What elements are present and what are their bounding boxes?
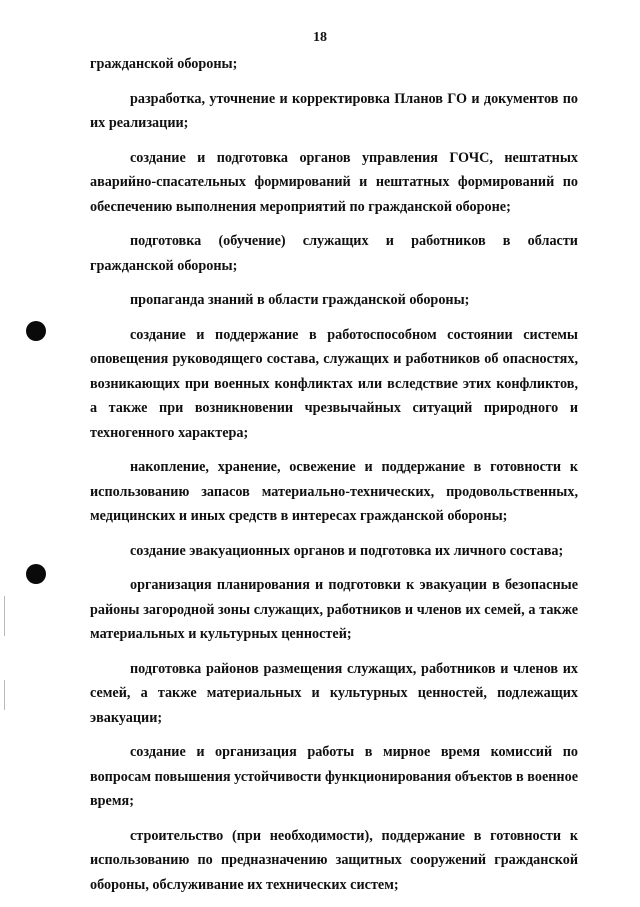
paragraph: подготовка (обучение) служащих и работников в области гражданской обороны; <box>90 233 578 274</box>
scan-edge-mark <box>4 680 5 710</box>
punch-hole-top <box>26 321 46 341</box>
scan-edge-mark <box>4 596 5 636</box>
paragraph: разработка, уточнение и корректировка Планов ГО и документов по их реализации; <box>90 90 578 131</box>
paragraph: подготовка районов размещения служащих, работников и членов их семей, а также материальных и культурных ценностей, подлежащих эвакуации; <box>90 660 578 726</box>
paragraph: создание и организация работы в мирное время комиссий по вопросам повышения устойчивости функционирования объектов в военное время; <box>90 744 578 809</box>
punch-hole-bottom <box>26 564 46 584</box>
paragraph: создание и поддержание в работоспособном состоянии системы оповещения руководящего состава, служащих и работников об опасностях, возникающих при военных конфликтах или вследствие этих конфликтов, а также при возникновении чрезвычайных ситуаций природного и техногенного характера; <box>90 326 578 441</box>
paragraph: накопление, хранение, освежение и поддержание в готовности к использованию запасов материально-технических, продовольственных, медицинских и иных средств в интересах гражданской обороны; <box>90 459 578 524</box>
page-number: 18 <box>313 30 327 45</box>
paragraph: создание и подготовка органов управления ГОЧС, нештатных аварийно-спасательных формирований и нештатных формирований по обеспечению выполнения мероприятий по гражданской обороне; <box>90 149 578 215</box>
document-body <box>90 52 578 907</box>
paragraph: пропаганда знаний в области гражданской обороны; <box>130 292 470 308</box>
paragraph-continuation: гражданской обороны; <box>90 56 238 72</box>
paragraph: организация планирования и подготовки к эвакуации в безопасные районы загородной зоны служащих, работников и членов их семей, а также материальных и культурных ценностей; <box>90 577 578 642</box>
paragraph: строительство (при необходимости), поддержание в готовности к использованию по предназначению защитных сооружений гражданской обороны, обслуживание их технических систем; <box>90 827 578 893</box>
paragraph: создание эвакуационных органов и подготовка их личного состава; <box>130 542 564 559</box>
